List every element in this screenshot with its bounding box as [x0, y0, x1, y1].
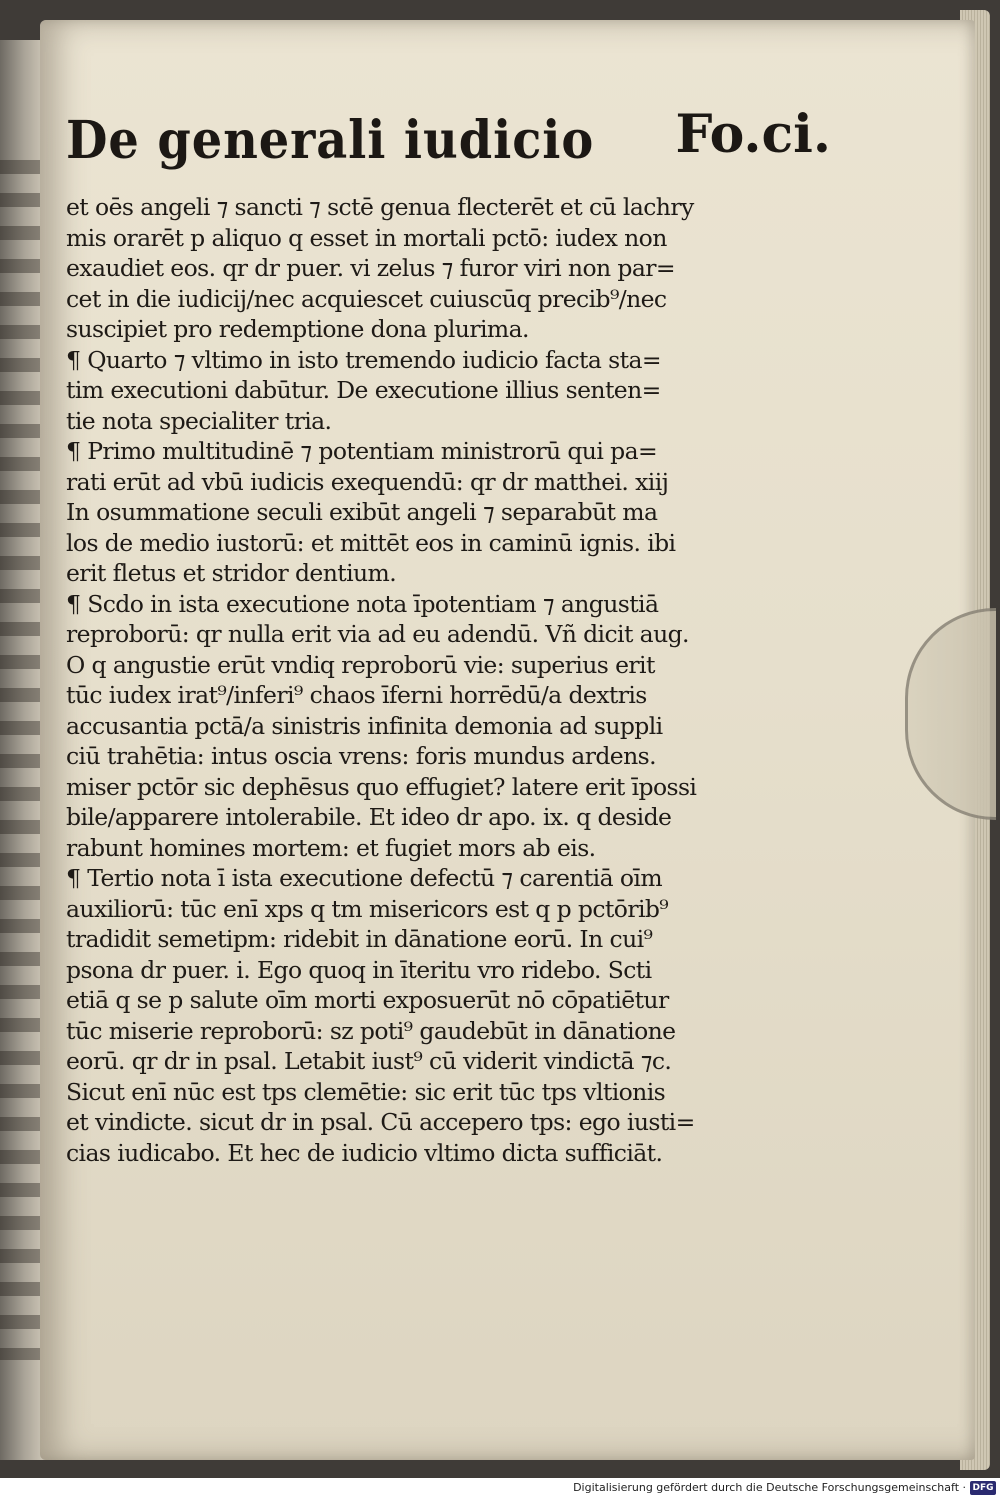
text-line: In osummatione seculi exibūt angeli ⁊ separabūt ma [66, 498, 658, 526]
text-line: tie nota specialiter tria. [66, 406, 332, 435]
text-line: ¶ Tertio nota ī ista executione defectū ⁊ carentiā oīm [66, 864, 663, 892]
text-line: exaudiet eos. qr dr puer. vi zelus ⁊ furor viri non par= [66, 254, 675, 282]
text-line: ¶ Quarto ⁊ vltimo in isto tremendo iudicio facta sta= [66, 345, 661, 374]
page-title: De generali iudicio [66, 110, 595, 171]
text-line: tim executioni dabūtur. De executione illius senten= [66, 376, 661, 404]
text-block [66, 192, 796, 1168]
text-line: et oēs angeli ⁊ sancti ⁊ sctē genua flecterēt et cū lachry [66, 193, 694, 221]
text-line: rati erūt ad vbū iudicis exequendū: qr dr matthei. xiij [66, 467, 669, 496]
text-line: cias iudicabo. Et hec de iudicio vltimo dicta sufficiāt. [66, 1138, 663, 1167]
text-line: miser pctōr sic dephēsus quo effugiet? latere erit īpossi [66, 772, 697, 801]
text-line: etiā q se p salute oīm morti exposuerūt nō cōpatiētur [66, 986, 669, 1014]
text-line: ¶ Primo multitudinē ⁊ potentiam ministrorū qui pa= [66, 437, 658, 465]
text-line: tūc miserie reproborū: sz poti⁹ gaudebūt in dānatione [66, 1016, 676, 1045]
text-line: cet in die iudicij/nec acquiescet cuiuscūq precib⁹/nec [66, 284, 667, 313]
funding-credit: Digitalisierung gefördert durch die Deutsche Forschungsgemeinschaft · [573, 1481, 966, 1494]
text-line: O q angustie erūt vndiq reproborū vie: superius erit [66, 650, 655, 679]
text-line: mis orarēt p aliquo q esset in mortali pctō: iudex non [66, 223, 667, 252]
left-page-text-bleed [0, 160, 40, 1360]
text-line: eorū. qr dr in psal. Letabit iust⁹ cū viderit vindictā ⁊c. [66, 1047, 672, 1075]
text-line: tradidit semetipm: ridebit in dānatione eorū. In cui⁹ [66, 925, 653, 953]
text-line: ciū trahētia: intus oscia vrens: foris mundus ardens. [66, 742, 656, 770]
text-line: erit fletus et stridor dentium. [66, 559, 397, 587]
text-line: bile/apparere intolerabile. Et ideo dr apo. ix. q deside [66, 803, 672, 831]
text-line: los de medio iustorū: et mittēt eos in caminū ignis. ibi [66, 528, 676, 557]
folio-number: Fo.ci. [675, 104, 831, 165]
running-head [66, 104, 956, 190]
text-line: suscipiet pro redemptione dona plurima. [66, 315, 529, 343]
text-line: accusantia pctā/a sinistris infinita demonia ad suppli [66, 711, 663, 740]
text-line: et vindicte. sicut dr in psal. Cū accepero tps: ego iusti= [66, 1108, 695, 1136]
dfg-logo-icon: DFG [970, 1481, 996, 1495]
text-line: ¶ Scdo in ista executione nota īpotentiam ⁊ angustiā [66, 589, 659, 618]
text-line: auxiliorū: tūc enī xps q tm misericors est q p pctōrib⁹ [66, 894, 669, 923]
text-line: psona dr puer. i. Ego quoq in īteritu vro ridebo. Scti [66, 955, 652, 984]
text-line: tūc iudex irat⁹/inferi⁹ chaos īferni horrēdū/a dextris [66, 681, 647, 709]
text-line: Sicut enī nūc est tps clemētie: sic erit tūc tps vltionis [66, 1077, 666, 1106]
text-line: reproborū: qr nulla erit via ad eu adendū. Vñ dicit aug. [66, 620, 689, 648]
credit-bar [0, 1478, 1000, 1498]
text-line: rabunt homines mortem: et fugiet mors ab eis. [66, 833, 596, 862]
